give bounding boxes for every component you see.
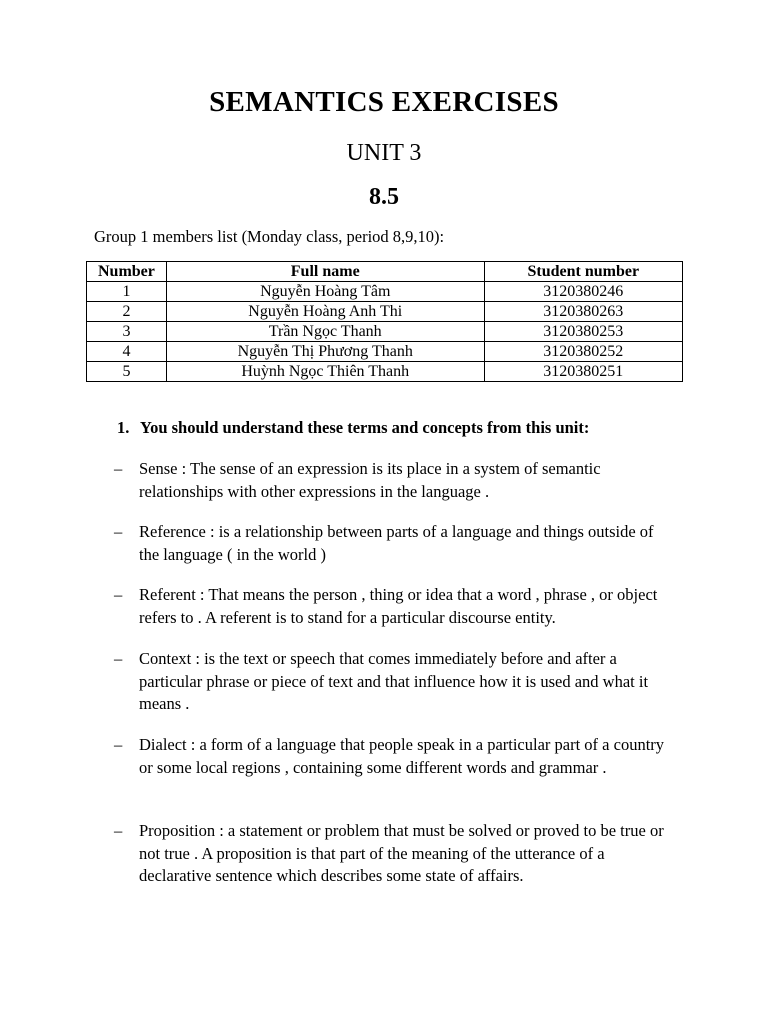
- bullet-dash: –: [114, 585, 123, 604]
- term-sense: [114, 458, 674, 503]
- row-number: 1: [87, 282, 167, 302]
- table-row: [87, 362, 683, 382]
- term-dialect: [114, 734, 674, 779]
- section-number: 8.5: [369, 184, 399, 210]
- unit-label: UNIT 3: [346, 140, 422, 166]
- table-row: [87, 342, 683, 362]
- row-number: 4: [87, 342, 167, 362]
- table-row: [87, 282, 683, 302]
- row-student-number: 3120380263: [484, 302, 682, 322]
- group-label: Group 1 members list (Monday class, period 8,9,10):: [94, 227, 445, 246]
- row-student-number: 3120380253: [484, 322, 682, 342]
- members-table: [86, 261, 683, 382]
- bullet-dash: –: [114, 735, 123, 754]
- bullet-dash: –: [114, 522, 123, 541]
- term-text: Context : is the text or speech that comes immediately before and after a particular phrase or piece of text and that influence how it is used and what it means .: [139, 649, 649, 713]
- row-full-name: Nguyễn Thị Phương Thanh: [166, 342, 484, 362]
- bullet-dash: –: [114, 821, 123, 840]
- document-title: SEMANTICS EXERCISES: [209, 86, 559, 118]
- exercise-heading: [117, 418, 589, 438]
- row-student-number: 3120380246: [484, 282, 682, 302]
- row-full-name: Huỳnh Ngọc Thiên Thanh: [166, 362, 484, 382]
- term-reference: [114, 521, 674, 566]
- row-number: 2: [87, 302, 167, 322]
- header-student-number: Student number: [484, 262, 682, 282]
- term-text: Reference : is a relationship between parts of a language and things outside of the language ( in the world ): [139, 522, 654, 564]
- row-student-number: 3120380252: [484, 342, 682, 362]
- term-text: Proposition : a statement or problem that must be solved or proved to be true or not true . A proposition is that part of the meaning of the utterance of a declarative sentence which describes some state of affairs.: [139, 821, 664, 885]
- row-student-number: 3120380251: [484, 362, 682, 382]
- table-header-row: [87, 262, 683, 282]
- row-full-name: Nguyễn Hoàng Anh Thi: [166, 302, 484, 322]
- exercise-heading-text: You should understand these terms and concepts from this unit:: [140, 418, 590, 437]
- bullet-dash: –: [114, 649, 123, 668]
- table-row: [87, 302, 683, 322]
- header-number: Number: [87, 262, 167, 282]
- term-text: Sense : The sense of an expression is its place in a system of semantic relationships with other expressions in the language .: [139, 459, 601, 501]
- term-proposition: [114, 820, 674, 888]
- row-number: 3: [87, 322, 167, 342]
- term-text: Referent : That means the person , thing or idea that a word , phrase , or object refers to . A referent is to stand for a particular discourse entity.: [139, 585, 658, 627]
- table-row: [87, 322, 683, 342]
- header-full-name: Full name: [166, 262, 484, 282]
- term-context: [114, 648, 674, 716]
- term-referent: [114, 584, 674, 629]
- row-full-name: Trần Ngọc Thanh: [166, 322, 484, 342]
- row-number: 5: [87, 362, 167, 382]
- row-full-name: Nguyễn Hoàng Tâm: [166, 282, 484, 302]
- term-text: Dialect : a form of a language that people speak in a particular part of a country or some local regions , containing some different words and grammar .: [139, 735, 665, 777]
- exercise-number: 1.: [117, 418, 130, 437]
- bullet-dash: –: [114, 459, 123, 478]
